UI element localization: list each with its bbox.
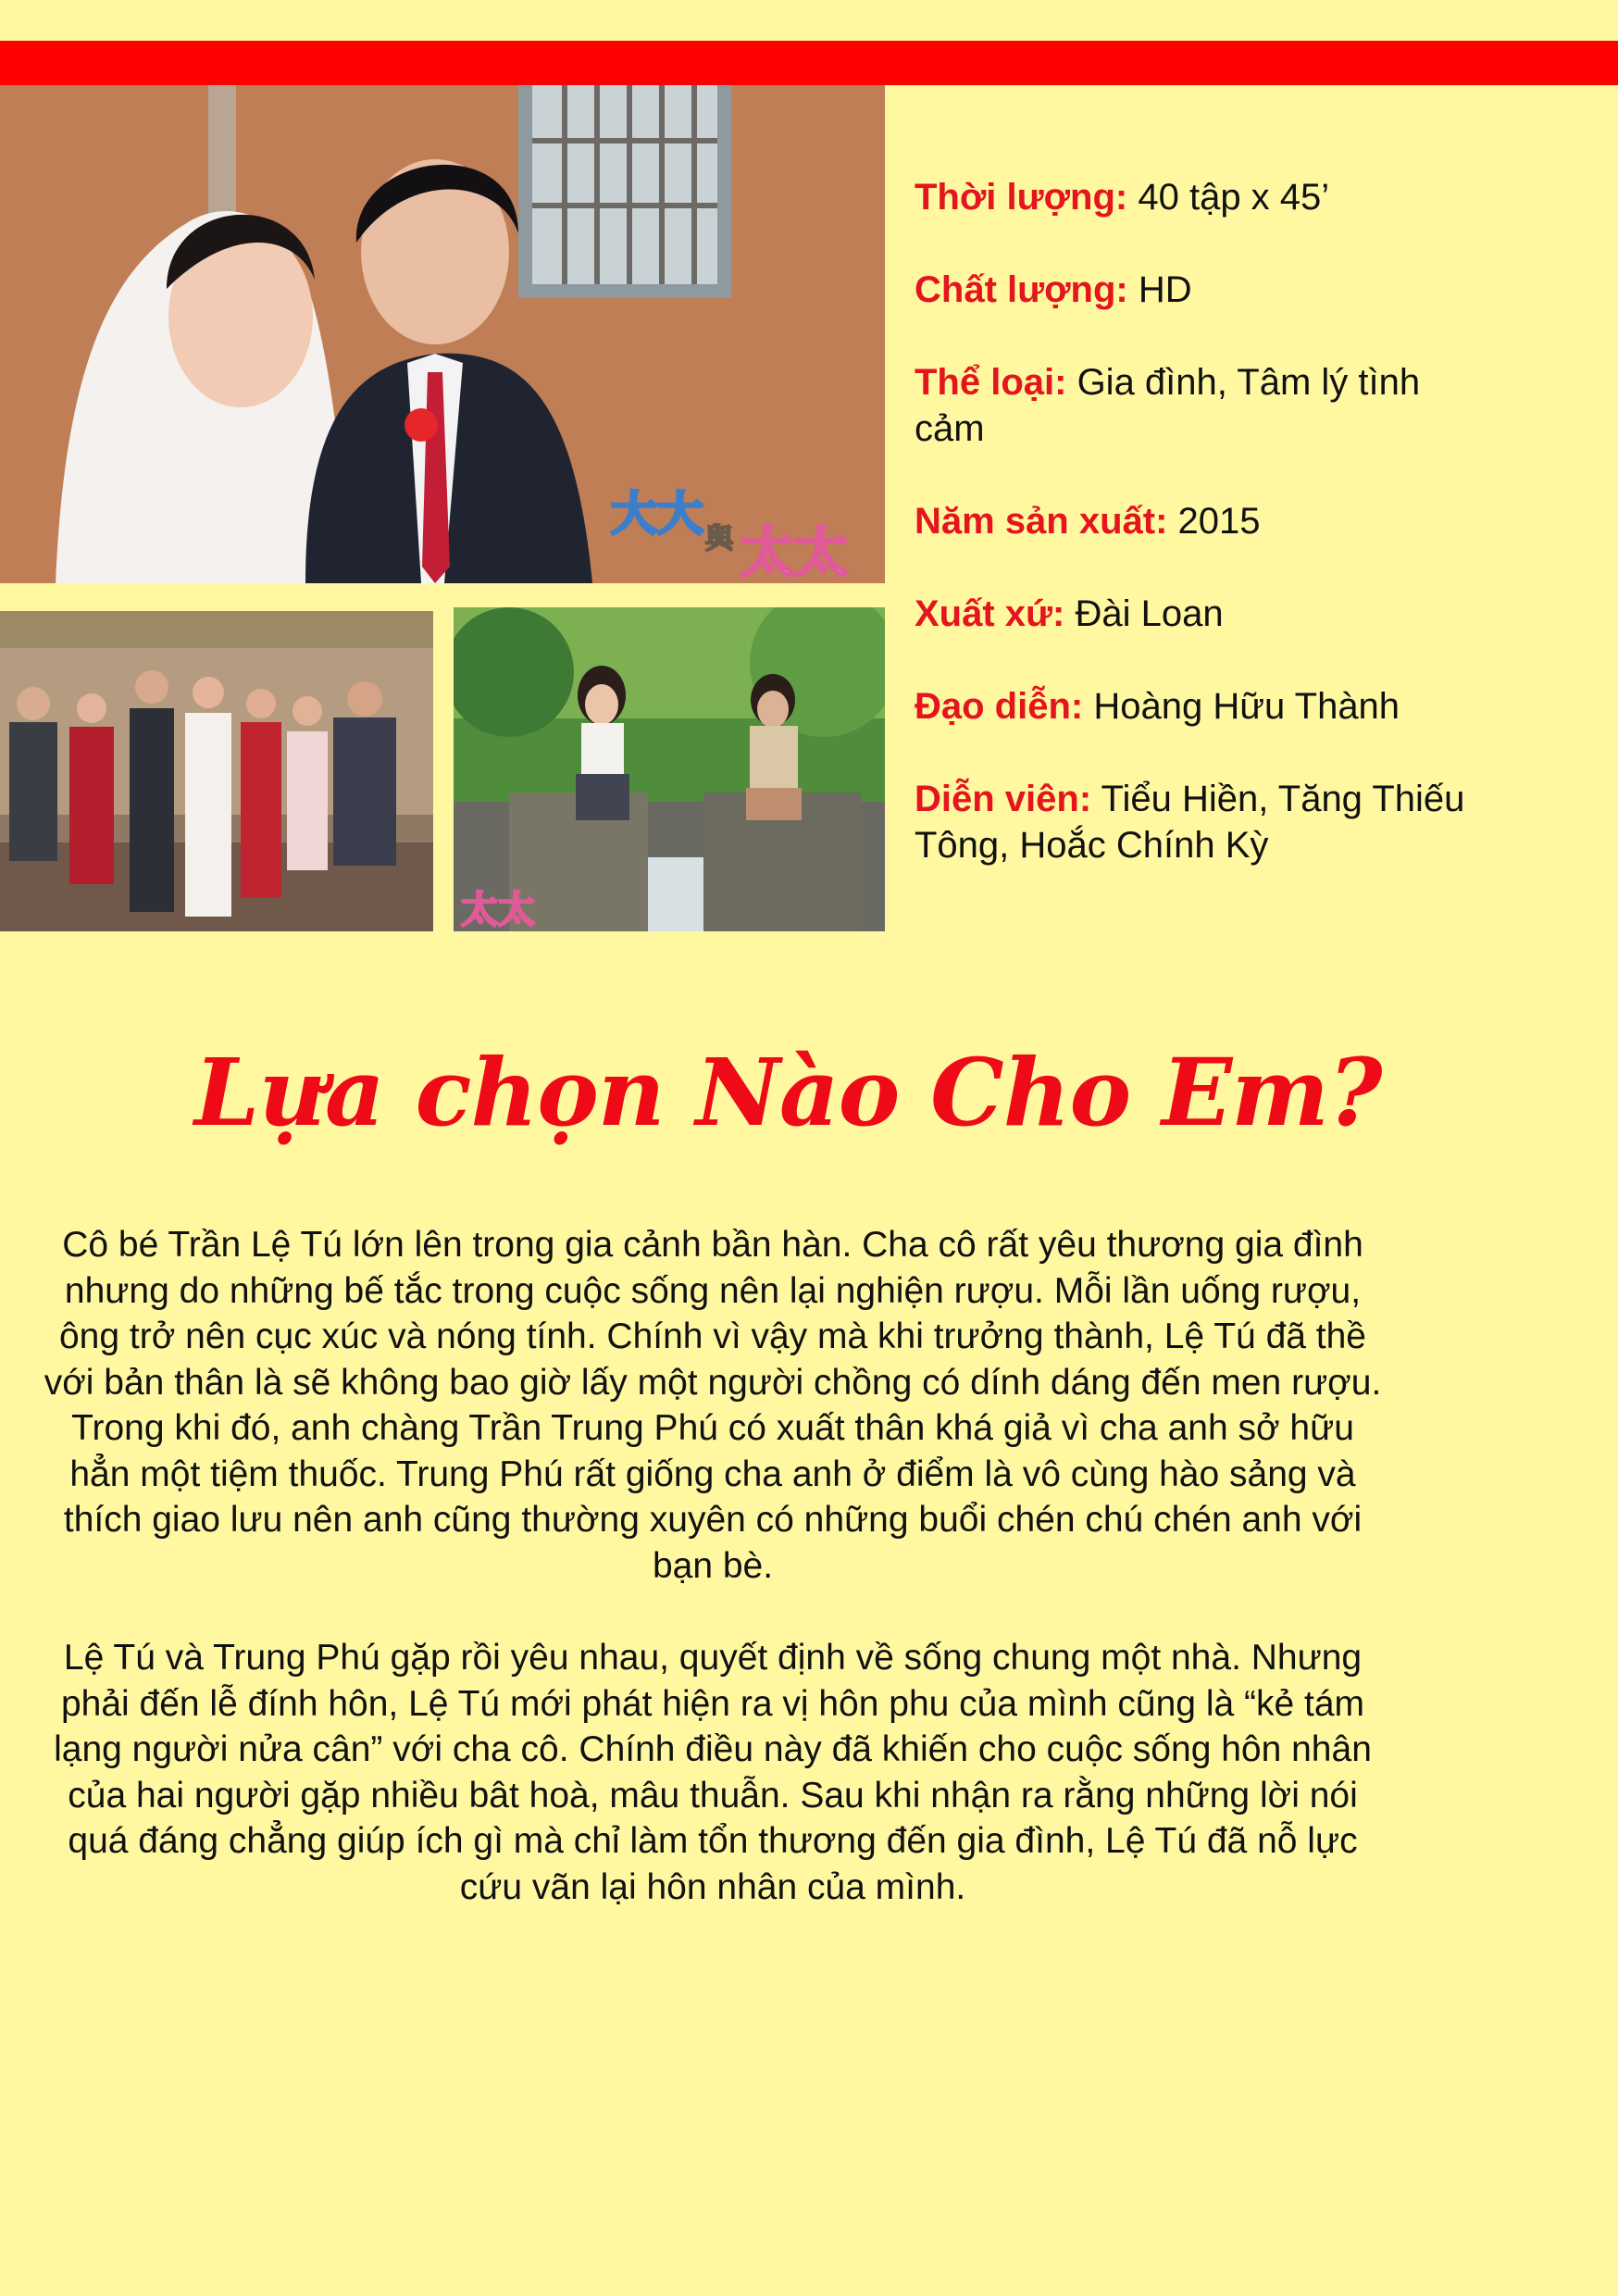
- main-photo-logo-left: 大大: [611, 487, 703, 541]
- header-red-bar: [0, 41, 1618, 85]
- info-quality: [915, 267, 1470, 313]
- info-year-value: 2015: [1167, 501, 1261, 542]
- info-director-label: Đạo diễn:: [915, 686, 1084, 727]
- wedding-couple-photo: [0, 85, 885, 583]
- main-photo-logo-mid: 與: [705, 523, 733, 555]
- info-duration-label: Thời lượng:: [915, 177, 1128, 218]
- info-director: [915, 683, 1470, 730]
- info-origin: [915, 591, 1470, 637]
- info-quality-label: Chất lượng:: [915, 269, 1128, 310]
- film-info-panel: [915, 174, 1470, 915]
- info-cast-value: Tiểu Hiền, Tăng Thiếu Tông, Hoắc Chính Kỳ: [915, 779, 1465, 866]
- info-year: [915, 498, 1470, 544]
- info-year-label: Năm sản xuất:: [915, 501, 1168, 542]
- info-duration-value: 40 tập x 45’: [1127, 177, 1330, 218]
- family-group-photo: [0, 611, 433, 931]
- synopsis-paragraph-1: Cô bé Trần Lệ Tú lớn lên trong gia cảnh bần hàn. Cha cô rất yêu thương gia đình nhưng do những bế tắc trong cuộc sống nên lại nghiện rượu. Mỗi lần uống rượu, ông trở nên cục xúc và nóng tính. Chính vì vậy mà khi trưởng thành, Lệ Tú đã thề với bản thân là sẽ không bao giờ lấy một người chồng có dính dáng đến men rượu. Trong khi đó, anh chàng Trần Trung Phú có xuất thân khá giả vì cha anh sở hữu hẳn một tiệm thuốc. Trung Phú rất giống cha anh ở điểm là vô cùng hào sảng và thích giao lưu nên anh cũng thường xuyên có những buổi chén chú chén anh với bạn bè.: [44, 1225, 1382, 1586]
- info-genre-label: Thể loại:: [915, 362, 1067, 403]
- info-cast: [915, 776, 1470, 868]
- info-cast-label: Diễn viên:: [915, 779, 1092, 819]
- info-origin-value: Đài Loan: [1064, 593, 1224, 634]
- page-title: Lựa chọn Nào Cho Em?: [194, 1038, 1382, 1147]
- two-girls-photo: [454, 607, 885, 931]
- synopsis-paragraph-2: Lệ Tú và Trung Phú gặp rồi yêu nhau, quyết định về sống chung một nhà. Nhưng phải đến lễ đính hôn, Lệ Tú mới phát hiện ra vị hôn phu của mình cũng là “kẻ tám lạng người nửa cân” với cha cô. Chính điều này đã khiến cho cuộc sống hôn nhân của hai người gặp nhiều bât hoà, mâu thuẫn. Sau khi nhận ra rằng những lời nói quá đáng chẳng giúp ích gì mà chỉ làm tổn thương đến gia đình, Lệ Tú đã nỗ lực cứu vãn lại hôn nhân của mình.: [54, 1638, 1372, 1907]
- info-quality-value: HD: [1127, 269, 1192, 310]
- info-duration: [915, 174, 1470, 220]
- info-genre-value: Gia đình, Tâm lý tình cảm: [915, 362, 1421, 449]
- info-origin-label: Xuất xứ:: [915, 593, 1065, 634]
- info-director-value: Hoàng Hữu Thành: [1083, 686, 1400, 727]
- info-genre: [915, 359, 1470, 452]
- main-photo-logo-right: 太太: [741, 521, 849, 583]
- synopsis: [37, 1222, 1388, 1956]
- girls-photo-logo: 太太: [461, 889, 535, 931]
